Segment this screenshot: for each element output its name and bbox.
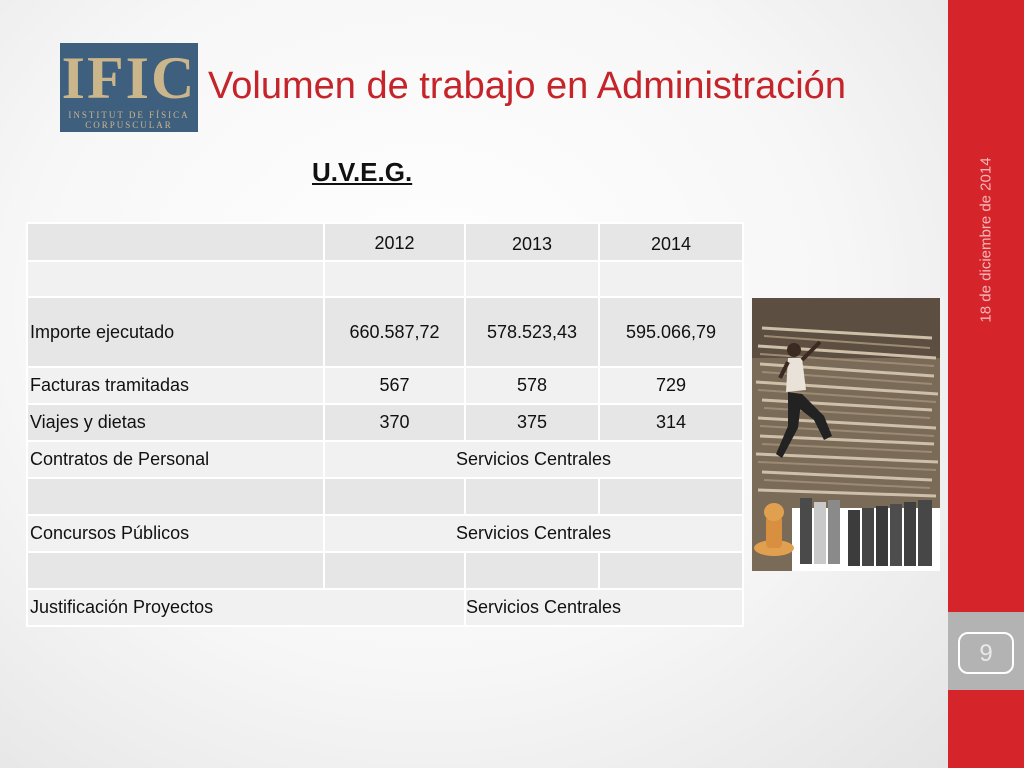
table-cell (599, 261, 743, 297)
logo-text: IFIC (61, 45, 197, 111)
admin-workload-table (26, 222, 744, 627)
table-cell (27, 261, 324, 297)
viajes-2012: 370 (324, 404, 465, 441)
table-cell (465, 261, 599, 297)
ific-logo (60, 43, 198, 132)
table-cell (599, 552, 743, 589)
logo-subtitle-line2: CORPUSCULAR (85, 120, 173, 130)
table-row (27, 515, 743, 552)
row-label-contratos: Contratos de Personal (27, 441, 324, 478)
row-label-justificacion: Justificación Proyectos (27, 589, 465, 626)
slide-date: 18 de diciembre de 2014 (977, 157, 995, 323)
importe-2012: 660.587,72 (324, 297, 465, 367)
table-row (27, 261, 743, 297)
justificacion-value-text: Servicios Centrales (466, 597, 622, 617)
table-row (27, 441, 743, 478)
table-cell (324, 478, 465, 515)
page-number: 9 (979, 640, 993, 667)
table-cell (465, 552, 599, 589)
facturas-2013: 578 (465, 367, 599, 404)
importe-2013: 578.523,43 (465, 297, 599, 367)
row-label-facturas: Facturas tramitadas (27, 367, 324, 404)
facturas-2012: 567 (324, 367, 465, 404)
table-cell (27, 223, 324, 261)
table-cell (465, 478, 599, 515)
year-header-2013: 2013 (465, 223, 599, 261)
table-cell (324, 261, 465, 297)
table-cell (599, 478, 743, 515)
viajes-2014: 314 (599, 404, 743, 441)
row-label-viajes: Viajes y dietas (27, 404, 324, 441)
importe-2014: 595.066,79 (599, 297, 743, 367)
table-cell (324, 552, 465, 589)
slide-title: Volumen de trabajo en Administración (208, 65, 846, 107)
table-cell (27, 552, 324, 589)
slide-subtitle: U.V.E.G. (312, 157, 413, 187)
table-row (27, 297, 743, 367)
year-header-2014: 2014 (599, 223, 743, 261)
table-row (27, 478, 743, 515)
viajes-2013: 375 (465, 404, 599, 441)
paperwork-climber-illustration (752, 298, 940, 571)
logo-subtitle-line1: INSTITUT DE FÍSICA (68, 110, 190, 120)
table-row (27, 404, 743, 441)
contratos-value: Servicios Centrales (324, 441, 743, 478)
table-row (27, 552, 743, 589)
row-label-concursos: Concursos Públicos (27, 515, 324, 552)
table-row (27, 589, 743, 626)
year-header-2012: 2012 (324, 223, 465, 261)
table-row (27, 367, 743, 404)
justificacion-value (465, 589, 743, 626)
table-header-row (27, 223, 743, 261)
row-label-importe: Importe ejecutado (27, 297, 324, 367)
facturas-2014: 729 (599, 367, 743, 404)
concursos-value: Servicios Centrales (324, 515, 743, 552)
binders (792, 498, 940, 571)
table-cell (27, 478, 324, 515)
